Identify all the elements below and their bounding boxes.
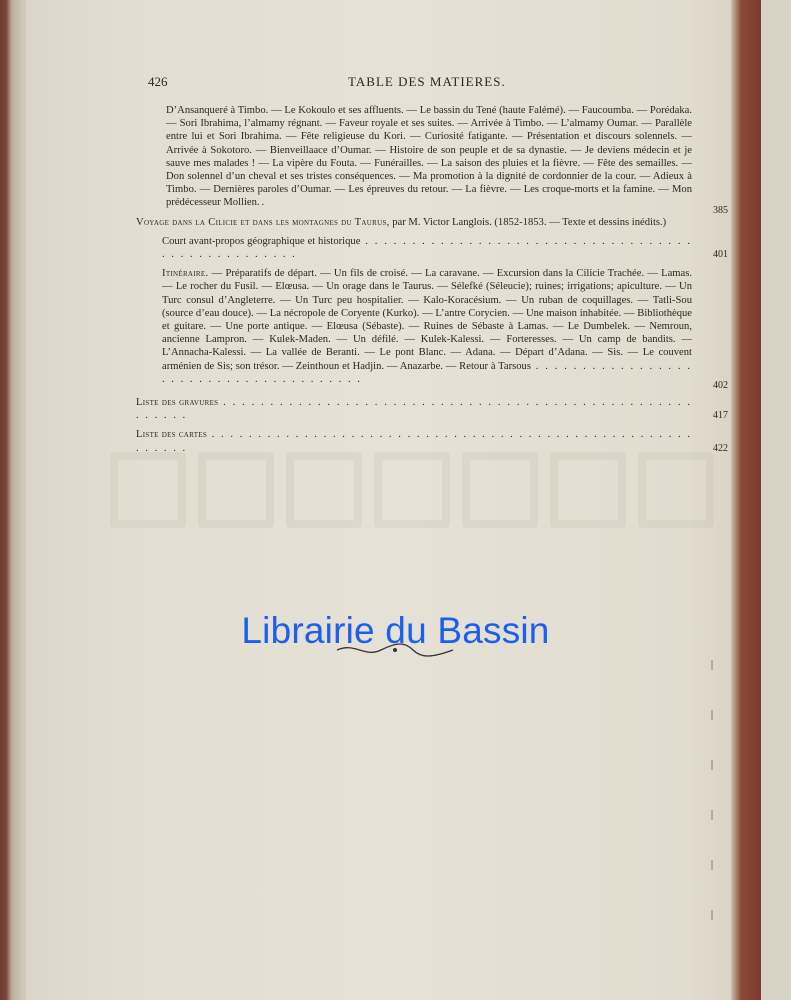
book-cover-edge xyxy=(731,0,761,1000)
page-edge-marks xyxy=(708,660,716,960)
watermark-text: Librairie du Bassin xyxy=(241,610,550,651)
toc-page-number: 422 xyxy=(713,442,728,454)
show-through-print xyxy=(110,452,730,542)
toc-entry-itineraire: Itinéraire. — Préparatifs de départ. — Un fils de croisé. — La caravane. — Excursion dans la Cilicie Trachée. — Lamas. — Le rocher du Fusil. — Elœusa. — Un orage dans le Taurus. — Sélefké (Séleucie); ruines; irrigations; apiculture. — Un Turc consul d’Angleterre. — Un Turc peu hospitalier. — Kalo-Koracésium. — Un ruban de coquillages. — Tatli-Sou (source d’eau douce). — La nécropole de Coryente (Kurko). — L’antre Corycien. — Une maison inhabitée. — Bibliothèque et guitare. — Une porte antique. — Elœusa (Sébaste). — Ruines de Sébaste à Lamas. — Le Dumbelek. — Nemroun, ancienne Lampron. — Kulek-Maden. — Un défilé. — Kulek-Kalessi. — Forteresses. — Un camp de bandits. — L’Annacha-Kalessi. — La vallée de Beranti. — Le pont Blanc. — Adana. — Départ d’Adana. — Sis. — Le couvent arménien de Sis; son trésor. — Zeinthoun et Hadjin. — Anazarbe. — Retour à Tarsous . . . . . . . . . . . . . . . . . . . . . . . . . . . . . . . . . . . . . . . 402 xyxy=(162,268,728,391)
section-author: par M. Victor Langlois. xyxy=(392,216,492,228)
page-number: 426 xyxy=(148,74,168,89)
toc-entry-avant-propos: Court avant-propos géographique et historique . . . . . . . . . . . . . . . . . . . . . . . . . . . . . . . . . . . . . . . . . . . . . . . . . . 401 xyxy=(162,235,728,261)
section-details: (1852-1853. — Texte et dessins inédits.) xyxy=(494,216,667,228)
toc-page-number: 385 xyxy=(713,205,728,217)
page-header xyxy=(148,74,726,94)
toc-page-number: 417 xyxy=(713,410,728,422)
toc-entry-label: Liste des cartes xyxy=(136,429,208,441)
section-title: Voyage dans la Cilicie et dans les montagnes du Taurus, xyxy=(136,216,390,228)
toc-page-number: 402 xyxy=(713,379,728,391)
toc-entry-gravures: Liste des gravures . . . . . . . . . . . . . . . . . . . . . . . . . . . . . . . . . . . . . . . . . . . . . . . . . . . . . . . . 417 xyxy=(136,397,728,422)
toc-entry-cartes: Liste des cartes . . . . . . . . . . . . . . . . . . . . . . . . . . . . . . . . . . . . . . . . . . . . . . . . . . . . . . . . . . 422 xyxy=(136,429,728,454)
toc-entry-text: Court avant-propos géographique et historique xyxy=(162,235,361,247)
toc-entry-text: D’Ansanqueré à Timbo. — Le Kokoulo et ses affluents. — Le bassin du Tené (haute Falémé). — Faucoumba. — Porédaka. — Sori Ibrahima, l’almamy régnant. — Faveur royale et ses suites. — Arrivée à Timbo. — L’almamy Oumar. — Parallèle entre lui et Sori Ibrahima. — Fête religieuse du Kori. — Curiosité fatigante. — Présentation et discours solennels. — Arrivée à Sokotoro. — Bienveillaace d’Oumar. — Histoire de son peuple et de sa dynastie. — Je deviens médecin et je sauve mes malades ! — La vipère du Fouta. — Funérailles. — La saison des pluies et la fièvre. — Fête des semailles. — Don solennel d’un cheval et ses tristes conséquences. — Ma promotion à la dignité de cordonnier de la cour. — Adieux à Timbo. — Dernières paroles d’Oumar. — Les épreuves du retour. — La fièvre. — Les croque-morts et la famine. — Mon prédécesseur Mollien xyxy=(166,105,692,209)
toc-page-number: 401 xyxy=(713,249,728,261)
toc-entry-voyage-cilicie xyxy=(136,216,728,229)
toc-entry-text: — Préparatifs de départ. — Un fils de croisé. — La caravane. — Excursion dans la Cilicie Trachée. — Lamas. — Le rocher du Fusil. — Elœusa. — Un orage dans le Taurus. — Sélefké (Séleucie); ruines; irrigations; apiculture. — Un Turc consul d’Angleterre. — Un Turc peu hospitalier. — Kalo-Koracésium. — Un ruban de coquillages. — Tatli-Sou (source d’eau douce). — La nécropole de Coryente (Kurko). — L’antre Corycien. — Une maison inhabitée. — Bibliothèque et guitare. — Une porte antique. — Elœusa (Sébaste). — Ruines de Sébaste à Lamas. — Le Dumbelek. — Nemroun, ancienne Lampron. — Kulek-Maden. — Un défilé. — Kulek-Kalessi. — Forteresses. — Un camp de bandits. — L’Annacha-Kalessi. — La vallée de Beranti. — Le pont Blanc. — Adana. — Départ d’Adana. — Sis. — Le couvent arménien de Sis; son trésor. — Zeinthoun et Hadjin. — Anazarbe. — Retour à Tarsous xyxy=(162,268,692,372)
toc-entry-label: Liste des gravures xyxy=(136,397,219,409)
toc-entry-label: Itinéraire. xyxy=(162,268,209,280)
running-title: TABLE DES MATIERES. xyxy=(348,74,506,89)
toc-entry-timbo: D’Ansanqueré à Timbo. — Le Kokoulo et ses affluents. — Le bassin du Tené (haute Falémé). — Faucoumba. — Porédaka. — Sori Ibrahima, l’almamy régnant. — Faveur royale et ses suites. — Arrivée à Timbo. — L’almamy Oumar. — Parallèle entre lui et Sori Ibrahima. — Fête religieuse du Kori. — Curiosité fatigante. — Présentation et discours solennels. — Arrivée à Sokotoro. — Bienveillaace d’Oumar. — Histoire de son peuple et de sa dynastie. — Je deviens médecin et je sauve mes malades ! — La vipère du Fouta. — Funérailles. — La saison des pluies et la fièvre. — Fête des semailles. — Don solennel d’un cheval et ses tristes conséquences. — Ma promotion à la dignité de cordonnier de la cour. — Adieux à Timbo. — Dernières paroles d’Oumar. — Les épreuves du retour. — La fièvre. — Les croque-morts et la famine. — Mon prédécesseur Mollien.. 385 xyxy=(166,105,728,217)
table-of-contents xyxy=(136,104,728,455)
